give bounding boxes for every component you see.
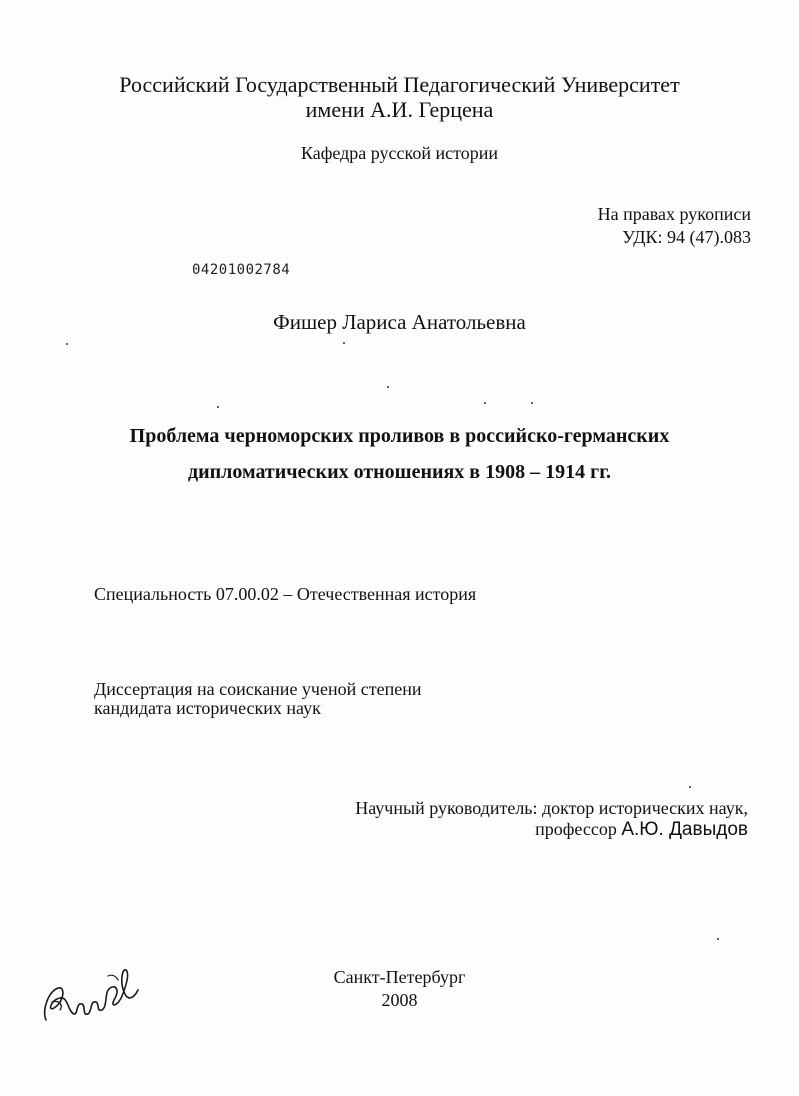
supervisor-title: Научный руководитель: доктор исторических наук, xyxy=(355,798,748,818)
dissertation-title-line1: Проблема черноморских проливов в российско-германских xyxy=(129,425,670,447)
supervisor-name-line xyxy=(535,820,748,839)
registration-number: 04201002784 xyxy=(192,262,291,278)
supervisor-rank: профессор xyxy=(535,819,622,839)
year: 2008 xyxy=(381,990,418,1010)
scan-speck xyxy=(217,406,219,408)
udk-code: УДК: 94 (47).083 xyxy=(622,227,751,247)
scan-speck xyxy=(689,786,691,788)
university-name-line2: имени А.И. Герцена xyxy=(305,97,494,122)
dissertation-title-line2: дипломатических отношениях в 1908 – 1914 гг. xyxy=(187,461,612,483)
scan-speck xyxy=(343,342,345,344)
supervisor-name: А.Ю. Давыдов xyxy=(621,819,748,840)
department-name: Кафедра русской истории xyxy=(300,143,499,163)
dissertation-degree-line1: Диссертация на соискание ученой степени xyxy=(94,679,422,699)
author-name: Фишер Лариса Анатольевна xyxy=(273,310,526,334)
scan-speck xyxy=(531,402,533,404)
scan-speck xyxy=(717,938,719,940)
scan-speck xyxy=(484,402,486,404)
city: Санкт-Петербург xyxy=(333,967,466,987)
university-name-line1: Российский Государственный Педагогический Университет xyxy=(119,72,680,97)
handwritten-signature xyxy=(38,962,148,1032)
scan-speck xyxy=(66,343,68,345)
specialty: Специальность 07.00.02 – Отечественная история xyxy=(94,584,477,604)
dissertation-degree-line2: кандидата исторических наук xyxy=(94,698,321,718)
manuscript-rights: На правах рукописи xyxy=(597,204,751,224)
scan-speck xyxy=(387,386,389,388)
